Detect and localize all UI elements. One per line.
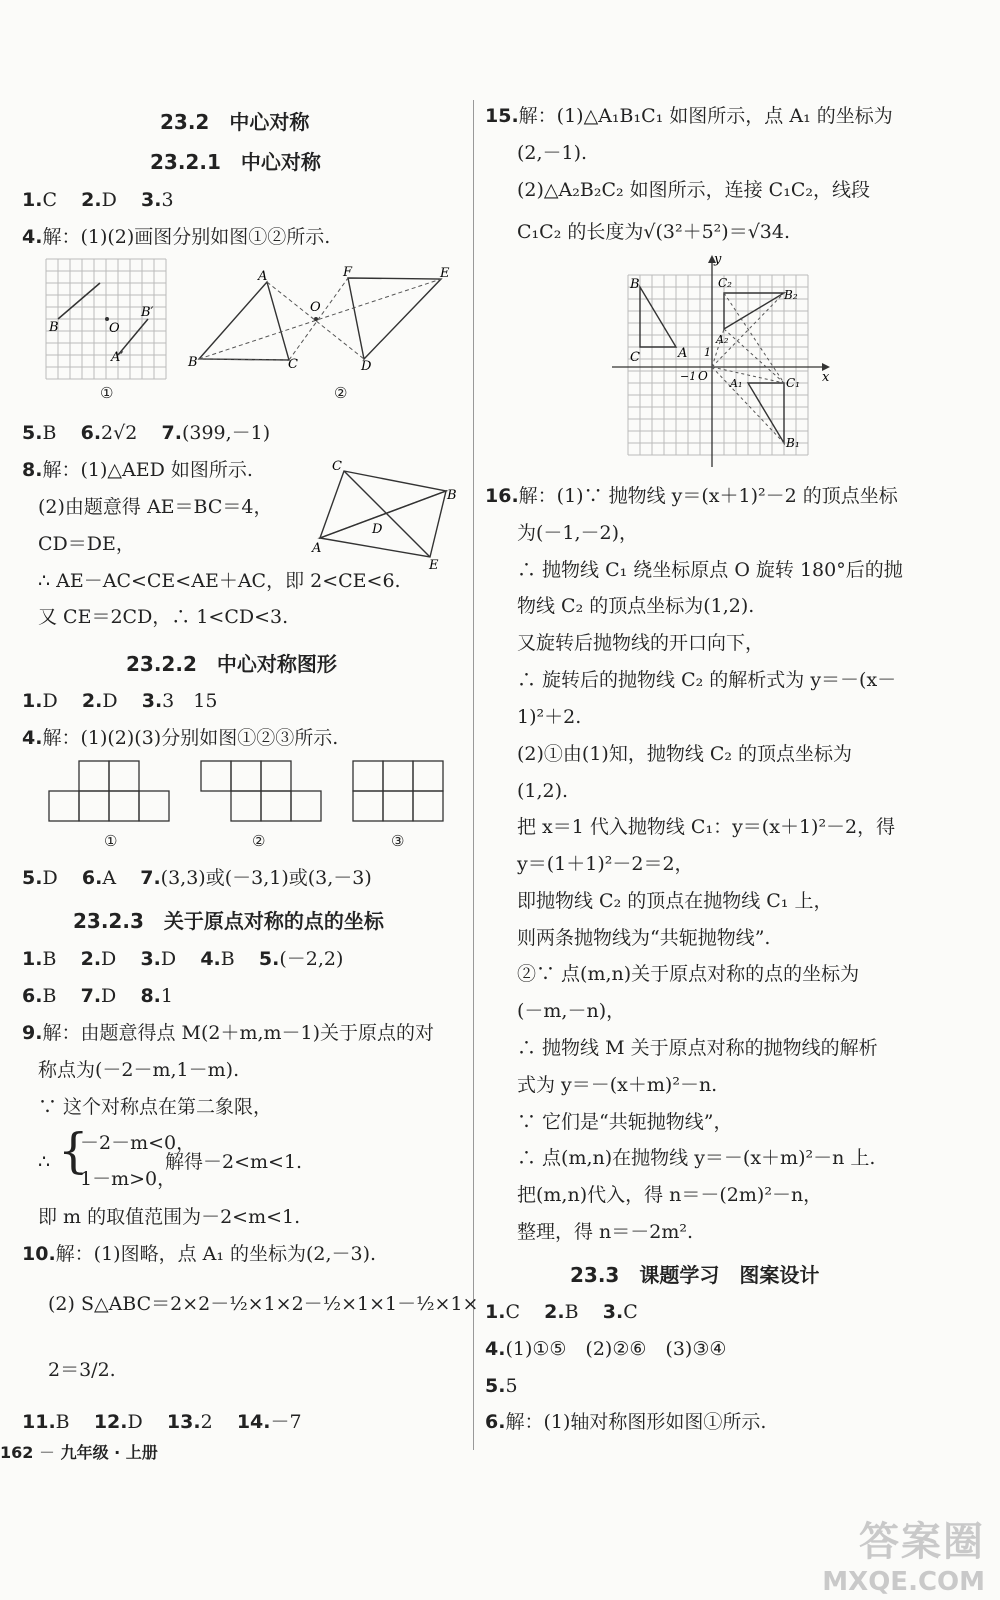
- question-16-line-18: ∵ 它们是“共轭抛物线”，: [517, 1111, 733, 1133]
- fig2-label-e: E: [440, 266, 450, 281]
- question-15-line-2: (2,－1).: [517, 142, 588, 164]
- grid-figure-1: [48, 760, 173, 825]
- question-9-line-2: 称点为(－2－m,1－m).: [38, 1059, 240, 1081]
- fig1-label-b: B: [49, 320, 59, 335]
- question-16-line-8: (2)①由(1)知，抛物线 C₂ 的顶点坐标为: [517, 743, 853, 765]
- fig15-label-a1: A₁: [730, 377, 743, 390]
- figure-1-caption: ①: [100, 384, 114, 402]
- fig8-label-d: D: [372, 522, 383, 537]
- question-16-line-19: ∴ 点(m,n)在抛物线 y＝－(x＋m)²－n 上.: [517, 1147, 876, 1169]
- question-8-line-3: CD＝DE，: [38, 533, 135, 555]
- fig15-label-b2: B₂: [784, 288, 798, 302]
- fig1-label-bp: B′: [141, 305, 154, 320]
- figure-2-caption: ②: [334, 384, 348, 402]
- fig8-label-c: C: [332, 459, 342, 474]
- question-8-line-4: ∴ AE－AC<CE<AE＋AC，即 2<CE<6.: [38, 570, 401, 592]
- question-b-4: 4.解：(1)(2)(3)分别如图①②③所示.: [22, 727, 339, 749]
- fig15-label-one: 1: [704, 346, 711, 359]
- question-15-line-1: 15.解：(1)△A₁B₁C₁ 如图所示，点 A₁ 的坐标为: [485, 105, 893, 127]
- figure-2: [185, 262, 455, 377]
- fig2-label-f: F: [343, 265, 353, 280]
- grid-figure-3: [352, 760, 447, 825]
- question-16-line-11: y＝(1＋1)²－2＝2，: [517, 853, 694, 875]
- grid-figure-2: [200, 760, 325, 825]
- answers-11-14: 11.B 12.D 13.2 14.－7: [22, 1411, 302, 1433]
- fig15-label-neg1: −1: [680, 370, 697, 383]
- question-15-line-3: (2)△A₂B₂C₂ 如图所示，连接 C₁C₂，线段: [517, 179, 870, 201]
- footer-separator: －: [38, 1443, 55, 1462]
- fig15-label-b1: B₁: [786, 436, 800, 450]
- question-9-line-3: ∵ 这个对称点在第二象限，: [38, 1096, 273, 1118]
- question-8-line-1: 8.解：(1)△AED 如图所示.: [22, 459, 253, 481]
- question-8-line-2: (2)由题意得 AE＝BC＝4，: [38, 496, 273, 518]
- page-number: 162: [0, 1443, 34, 1462]
- fig15-label-a: A: [678, 346, 688, 361]
- fig8-label-b: B: [447, 488, 457, 503]
- figure-1-grid: [45, 258, 170, 383]
- fig2-label-d: D: [361, 359, 372, 374]
- answers-b-1-3: 1.D 2.D 3.3 15: [22, 690, 218, 712]
- question-d-6: 6.解：(1)轴对称图形如图①所示.: [485, 1411, 767, 1433]
- figure-15-coordinate-grid: [610, 255, 835, 470]
- fig15-label-c2: C₂: [718, 276, 732, 290]
- question-16-line-17: 式为 y＝－(x＋m)²－n.: [517, 1074, 718, 1096]
- question-16-line-1: 16.解：(1)∵ 抛物线 y＝(x＋1)²－2 的顶点坐标: [485, 485, 898, 507]
- grid-caption-1: ①: [104, 832, 118, 850]
- question-16-line-16: ∴ 抛物线 M 关于原点对称的抛物线的解析: [517, 1037, 878, 1059]
- question-16-line-9: (1,2).: [517, 780, 569, 802]
- column-divider: [473, 100, 474, 1450]
- section-title-23-2-2: 23.2.2 中心对称图形: [126, 652, 337, 676]
- answers-c-6-8: 6.B 7.D 8.1: [22, 985, 173, 1007]
- answers-d-1-3: 1.C 2.B 3.C: [485, 1301, 638, 1323]
- answers-d-4: 4.(1)①⑤ (2)②⑥ (3)③④: [485, 1338, 727, 1360]
- question-16-line-5: 又旋转后抛物线的开口向下，: [517, 632, 765, 654]
- question-16-line-7: 1)²＋2.: [517, 706, 582, 728]
- answers-b-5-7: 5.D 6.A 7.(3,3)或(－3,1)或(3,－3): [22, 867, 372, 889]
- fig15-label-c1: C₁: [786, 376, 800, 390]
- grid-caption-3: ③: [391, 832, 405, 850]
- question-10-line-1: 10.解：(1)图略，点 A₁ 的坐标为(2,－3).: [22, 1243, 377, 1265]
- question-16-line-12: 即抛物线 C₂ 的顶点在抛物线 C₁ 上，: [517, 890, 833, 912]
- fig1-label-o: O: [109, 321, 120, 336]
- fig15-label-o: O: [698, 369, 708, 383]
- fig2-label-o: O: [310, 300, 321, 315]
- question-10-line-2: (2) S△ABC＝2×2－½×1×2－½×1×1－½×1×: [48, 1293, 479, 1315]
- question-9-line-5: 即 m 的取值范围为－2<m<1.: [38, 1206, 301, 1228]
- section-title-23-2: 23.2 中心对称: [160, 110, 310, 134]
- section-title-23-2-1: 23.2.1 中心对称: [150, 150, 321, 174]
- fig15-label-y: y: [714, 255, 722, 267]
- question-16-line-20: 把(m,n)代入，得 n＝－(2m)²－n，: [517, 1184, 823, 1206]
- fig15-label-b: B: [630, 277, 640, 292]
- answers-1-3: 1.C 2.D 3.3: [22, 189, 174, 211]
- question-15-line-4: C₁C₂ 的长度为√(3²＋5²)＝√34.: [517, 221, 791, 243]
- question-9-ineq-2: 1－m>0，: [80, 1168, 177, 1190]
- question-16-line-6: ∴ 旋转后的抛物线 C₂ 的解析式为 y＝－(x－: [517, 669, 897, 691]
- question-16-line-14: ②∵ 点(m,n)关于原点对称的点的坐标为: [517, 963, 860, 985]
- question-16-line-2: 为(－1,－2)，: [517, 522, 639, 544]
- fig15-label-x: x: [822, 370, 830, 385]
- question-16-line-4: 物线 C₂ 的顶点坐标为(1,2).: [517, 595, 755, 617]
- question-4: 4.解：(1)(2)画图分别如图①②所示.: [22, 226, 331, 248]
- system-brace: {: [58, 1123, 89, 1179]
- question-9-solution: 解得－2<m<1.: [165, 1151, 303, 1173]
- answers-5-7: 5.B 6.2√2 7.(399,－1): [22, 422, 271, 444]
- fig15-label-c: C: [630, 350, 640, 365]
- question-16-line-15: (－m,－n)，: [517, 1000, 626, 1022]
- watermark-logo: 答案圈 MXQE.COM: [822, 1519, 985, 1597]
- fig2-label-c: C: [288, 357, 298, 372]
- fig8-label-e: E: [429, 558, 439, 570]
- question-8-line-5: 又 CE＝2CD，∴ 1<CD<3.: [38, 606, 289, 628]
- fig2-label-a: A: [258, 269, 268, 284]
- section-title-23-2-3: 23.2.3 关于原点对称的点的坐标: [73, 909, 384, 933]
- answers-d-5: 5.5: [485, 1375, 518, 1397]
- fig2-label-b: B: [188, 355, 198, 370]
- fig8-label-a: A: [312, 541, 322, 556]
- question-16-line-10: 把 x＝1 代入抛物线 C₁：y＝(x＋1)²－2，得: [517, 816, 896, 838]
- grid-caption-2: ②: [252, 832, 266, 850]
- question-16-line-21: 整理，得 n＝－2m².: [517, 1221, 694, 1243]
- page-footer: [0, 1440, 158, 1463]
- fig15-label-a2: A₂: [716, 333, 729, 346]
- question-9-line-1: 9.解：由题意得点 M(2＋m,m－1)关于原点的对: [22, 1022, 435, 1044]
- question-16-line-13: 则两条抛物线为“共轭抛物线”.: [517, 927, 771, 949]
- section-title-23-3: 23.3 课题学习 图案设计: [570, 1263, 820, 1287]
- book-grade: 九年级 · 上册: [60, 1443, 158, 1462]
- question-10-line-3: 2＝3/2.: [48, 1359, 116, 1381]
- question-9-ineq-1: －2－m<0，: [80, 1132, 196, 1154]
- question-16-line-3: ∴ 抛物线 C₁ 绕坐标原点 O 旋转 180°后的抛: [517, 559, 903, 581]
- fig1-label-ap: A′: [111, 350, 124, 365]
- figure-8: [308, 455, 463, 570]
- question-9-therefore: ∴: [38, 1151, 51, 1173]
- answers-c-1-5: 1.B 2.D 3.D 4.B 5.(－2,2): [22, 948, 344, 970]
